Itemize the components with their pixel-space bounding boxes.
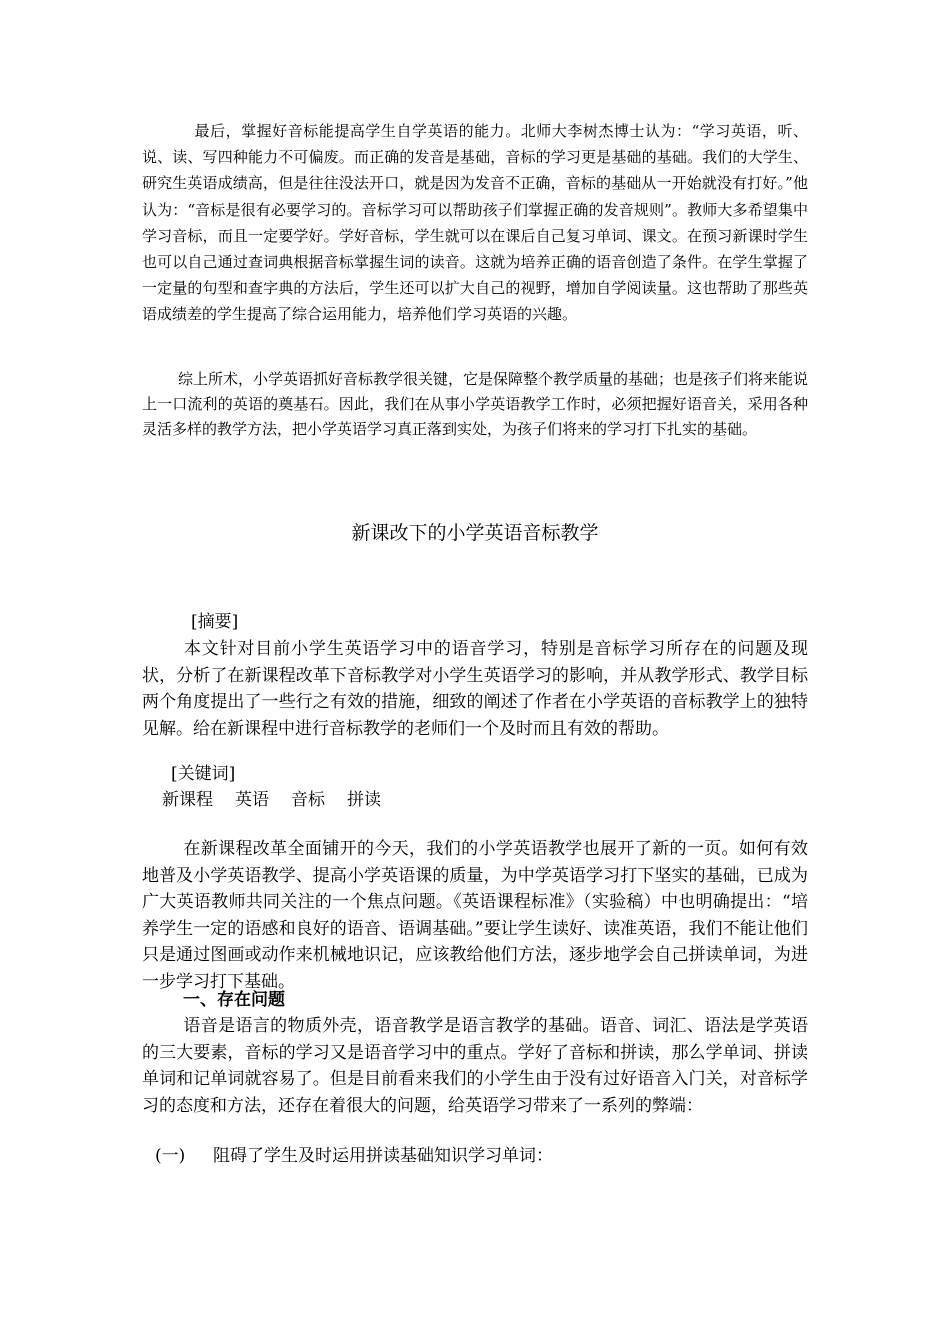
- prev-paragraph-2: [142, 367, 808, 442]
- subsection-heading: [155, 1143, 553, 1169]
- abstract-paragraph: [142, 636, 808, 742]
- section-paragraph: [142, 1013, 808, 1119]
- abstract-text: 本文针对目前小学生英语学习中的语音学习，特别是音标学习所存在的问题及现状，分析了在新课程改革下音标教学对小学生英语学习的影响，并从教学形式、教学目标两个角度提出了一些行之有效的措施，细致的阐述了作者在小学英语的音标教学上的独特见解。给在新课程中进行音标教学的老师们一个及时而且有效的帮助。: [142, 639, 808, 739]
- prev-paragraph-1-text: 最后，掌握好音标能提高学生自学英语的能力。北师大李树杰博士认为：“学习英语，听、说、读、写四种能力不可偏废。而正确的发音是基础，音标的学习更是基础的基础。我们的大学生、研究生英语成绩高，但是往往没法开口，就是因为发音不正确，音标的基础从一开始就没有打好。”他认为：“音标是很有必要学习的。音标学习可以帮助孩子们掌握正确的发音规则”。教师大多希望集中学习音标，而且一定要学好。学好音标，学生就可以在课后自己复习单词、课文。在预习新课时学生也可以自己通过查词典根据音标掌握生词的读音。这就为培养正确的语音创造了条件。在学生掌握了一定量的句型和查字典的方法后，学生还可以扩大自己的视野，增加自学阅读量。这也帮助了那些英语成绩差的学生提高了综合运用能力，培养他们学习英语的兴趣。: [142, 122, 808, 324]
- section-text: 语音是语言的物质外壳，语音教学是语言教学的基础。语音、词汇、语法是学英语的三大要素，音标的学习又是语音学习中的重点。学好了音标和拼读，那么学单词、拼读单词和记单词就容易了。但是目前看来我们的小学生由于没有过好语音入门关，对音标学习的态度和方法，还存在着很大的问题，给英语学习带来了一系列的弊端：: [142, 1016, 808, 1116]
- subsection-text: 阻碍了学生及时运用拼读基础知识学习单词：: [213, 1146, 553, 1166]
- keywords-list: [162, 787, 403, 813]
- prev-paragraph-2-text: 综上所术，小学英语抓好音标教学很关键，它是保障整个教学质量的基础；也是孩子们将来能说上一口流利的英语的奠基石。因此，我们在从事小学英语教学工作时，必须把握好语音关，采用各种灵活多样的教学方法，把小学英语学习真正落到实处，为孩子们将来的学习打下扎实的基础。: [142, 370, 809, 438]
- prev-paragraph-1: [142, 118, 808, 328]
- keywords-label: [关键词]: [171, 764, 236, 784]
- intro-paragraph: [142, 836, 808, 996]
- article-title: 新课改下的小学英语音标教学: [351, 522, 599, 544]
- keyword: 音标: [291, 790, 325, 810]
- subsection-number: (一): [155, 1146, 186, 1166]
- abstract-label: [摘要]: [191, 612, 239, 632]
- section-heading: 一、存在问题: [183, 990, 285, 1010]
- keyword: 拼读: [347, 790, 381, 810]
- keyword: 新课程: [162, 790, 213, 810]
- keyword: 英语: [235, 790, 269, 810]
- intro-text: 在新课程改革全面铺开的今天，我们的小学英语教学也展开了新的一页。如何有效地普及小学英语教学、提高小学英语课的质量，为中学英语学习打下坚实的基础，已成为广大英语教师共同关注的一个焦点问题。《英语课程标准》（实验稿）中也明确提出：“培养学生一定的语感和良好的语音、语调基础。”要让学生读好、读准英语，我们不能让他们只是通过图画或动作来机械地识记，应该教给他们方法，逐步地学会自己拼读单词，为进一步学习打下基础。: [142, 839, 808, 992]
